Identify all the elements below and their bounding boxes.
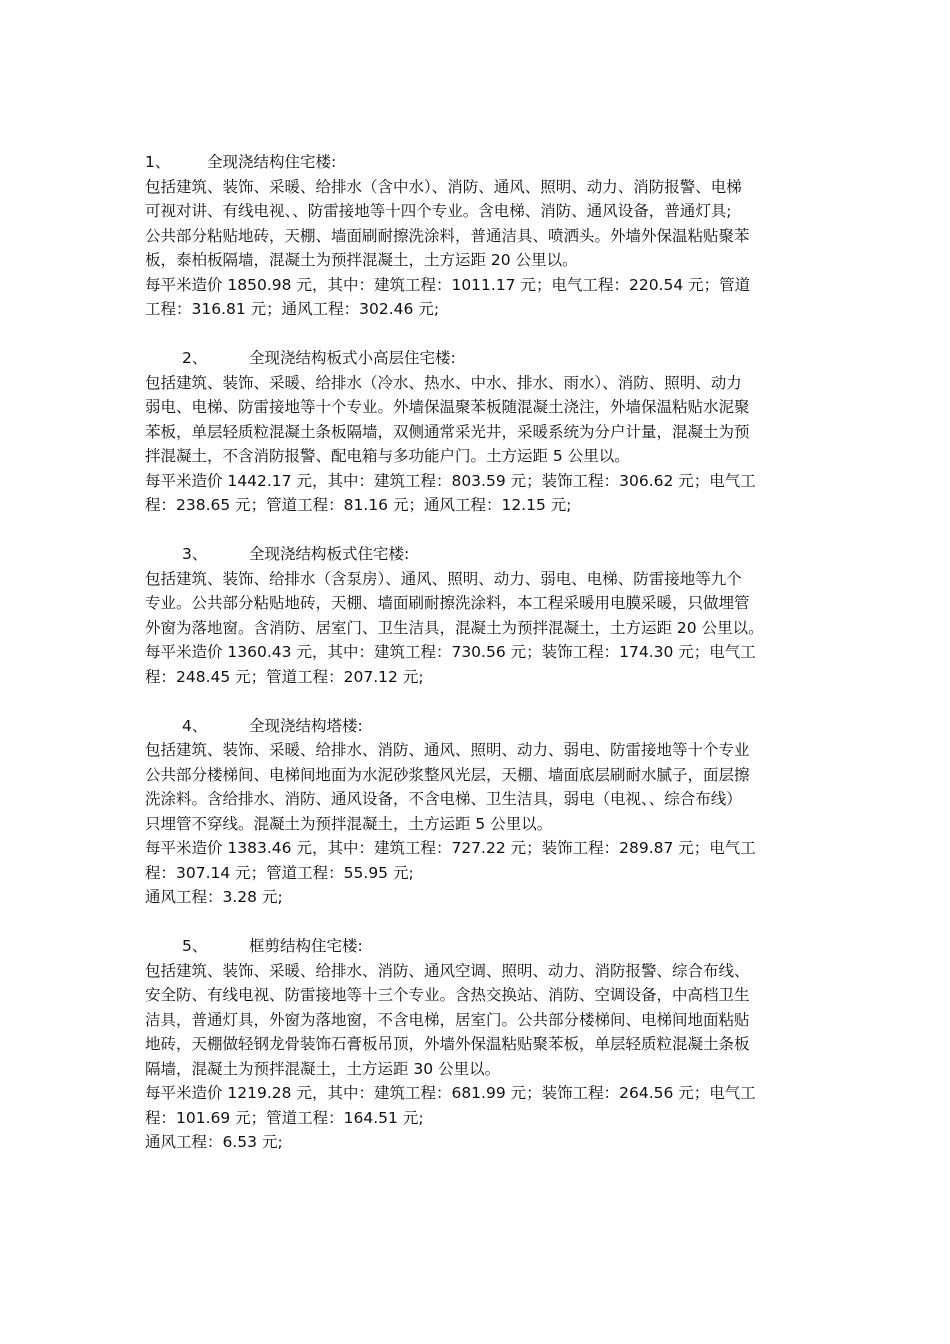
section-3 — [145, 542, 810, 689]
section-number: 5、 — [182, 937, 208, 955]
section-heading — [145, 542, 810, 567]
cost-line: 每平米造价 1383.46 元，其中：建筑工程：727.22 元；装饰工程：289.87 元；电气工 — [145, 839, 756, 857]
section-heading — [145, 150, 810, 175]
text-line: 包括建筑、装饰、采暖、给排水（含中水）、消防、通风、照明、动力、消防报警、电梯 — [145, 177, 742, 196]
section-1 — [145, 150, 810, 322]
text-line: 隔墙，混凝土为预拌混凝土，土方运距 30 公里以。 — [145, 1059, 501, 1078]
cost-line: 工程：316.81 元；通风工程：302.46 元; — [145, 300, 440, 318]
document-page — [145, 150, 810, 1179]
text-line: 公共部分粘贴地砖，天棚、墙面刷耐擦洗涂料，普通洁具、喷洒头。外墙外保温粘贴聚苯 — [145, 226, 750, 245]
cost-line: 每平米造价 1442.17 元，其中：建筑工程：803.59 元；装饰工程：306.62 元；电气工 — [145, 471, 756, 490]
section-title: 全现浇结构板式住宅楼: — [249, 545, 410, 563]
text-line: 弱电、电梯、防雷接地等十个专业。外墙保温聚苯板随混凝土浇注，外墙保温粘贴水泥聚 — [145, 398, 750, 416]
section-number: 2、 — [182, 349, 208, 367]
cost-line: 每平米造价 1219.28 元，其中：建筑工程：681.99 元；装饰工程：264.56 元；电气工 — [145, 1084, 756, 1102]
section-number: 1、 — [145, 153, 171, 171]
section-heading — [145, 934, 810, 959]
section-heading — [145, 714, 810, 739]
text-line: 包括建筑、装饰、采暖、给排水（冷水、热水、中水、排水、雨水）、消防、照明、动力 — [145, 373, 742, 392]
text-line: 地砖，天棚做轻钢龙骨装饰石膏板吊顶，外墙外保温粘贴聚苯板，单层轻质粒混凝土条板 — [145, 1035, 750, 1053]
text-line: 包括建筑、装饰、给排水（含泵房）、通风、照明、动力、弱电、电梯、防雷接地等九个 — [145, 569, 742, 588]
text-line: 板，泰柏板隔墙，混凝土为预拌混凝土，土方运距 20 公里以。 — [145, 251, 578, 269]
text-line: 专业。公共部分粘贴地砖，天棚、墙面刷耐擦洗涂料，本工程采暖用电膜采暖，只做埋管 — [145, 594, 750, 612]
section-number: 3、 — [182, 545, 208, 563]
section-5 — [145, 934, 810, 1155]
section-title: 全现浇结构塔楼: — [249, 716, 363, 735]
text-line: 外窗为落地窗。含消防、居室门、卫生洁具，混凝土为预拌混凝土，土方运距 20 公里以。 — [145, 618, 764, 637]
section-number: 4、 — [182, 716, 208, 735]
cost-line: 每平米造价 1360.43 元，其中：建筑工程：730.56 元；装饰工程：174.30 元；电气工 — [145, 643, 756, 661]
text-line: 安全防、有线电视、防雷接地等十三个专业。含热交换站、消防、空调设备，中高档卫生 — [145, 986, 750, 1004]
text-line: 包括建筑、装饰、采暖、给排水、消防、通风空调、照明、动力、消防报警、综合布线、 — [145, 961, 750, 980]
section-2 — [145, 346, 810, 518]
cost-line: 程：101.69 元；管道工程：164.51 元; — [145, 1108, 424, 1127]
cost-line: 程：248.45 元；管道工程：207.12 元; — [145, 667, 424, 686]
section-title: 全现浇结构住宅楼: — [207, 153, 337, 171]
text-line: 只埋管不穿线。混凝土为预拌混凝土，土方运距 5 公里以。 — [145, 814, 553, 833]
cost-line: 通风工程：3.28 元; — [145, 888, 283, 906]
cost-line: 程：238.65 元；管道工程：81.16 元；通风工程：12.15 元; — [145, 496, 572, 514]
cost-line: 通风工程：6.53 元; — [145, 1133, 283, 1151]
section-title: 全现浇结构板式小高层住宅楼: — [249, 349, 456, 367]
section-heading — [145, 346, 810, 371]
text-line: 洗涂料。含给排水、消防、通风设备，不含电梯、卫生洁具，弱电（电视、、综合布线） — [145, 790, 742, 808]
text-line: 苯板，单层轻质粒混凝土条板隔墙，双侧通常采光井，采暖系统为分户计量，混凝土为预 — [145, 422, 750, 441]
text-line: 包括建筑、装饰、采暖、给排水、消防、通风、照明、动力、弱电、防雷接地等十个专业 — [145, 741, 750, 759]
text-line: 洁具，普通灯具，外窗为落地窗，不含电梯，居室门。公共部分楼梯间、电梯间地面粘贴 — [145, 1010, 750, 1029]
section-4 — [145, 714, 810, 910]
text-line: 可视对讲、有线电视、、防雷接地等十四个专业。含电梯、消防、通风设备，普通灯具; — [145, 202, 732, 220]
text-line: 公共部分楼梯间、电梯间地面为水泥砂浆整风光层，天棚、墙面底层刷耐水腻子，面层擦 — [145, 765, 750, 784]
cost-line: 每平米造价 1850.98 元，其中：建筑工程：1011.17 元；电气工程：220.54 元；管道 — [145, 275, 751, 294]
section-title: 框剪结构住宅楼: — [249, 937, 363, 955]
text-line: 拌混凝土，不含消防报警、配电箱与多功能户门。土方运距 5 公里以。 — [145, 447, 630, 465]
cost-line: 程：307.14 元；管道工程：55.95 元; — [145, 863, 414, 882]
